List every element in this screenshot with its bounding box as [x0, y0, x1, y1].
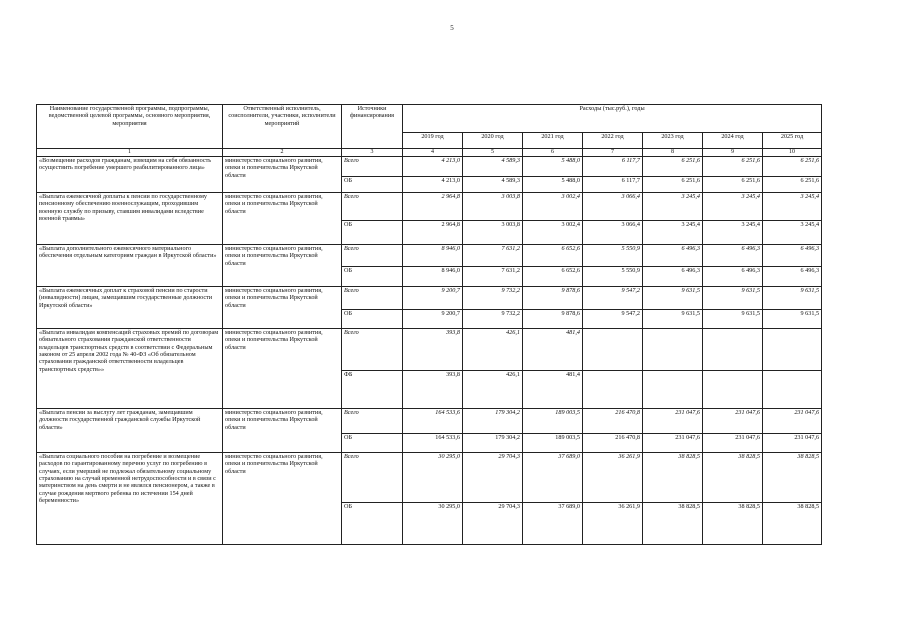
executor: министерство социального развития, опеки и попечительства Иркутской области [223, 329, 342, 409]
total-value: 30 295,0 [403, 453, 463, 503]
budget-value: 29 704,3 [463, 503, 523, 545]
total-value: 6 652,6 [523, 245, 583, 267]
column-number: 6 [523, 149, 583, 157]
total-value: 189 003,5 [523, 409, 583, 434]
total-value: 8 946,0 [403, 245, 463, 267]
header-expenses: Расходы (тыс.руб.), годы [403, 105, 822, 133]
funding-table [36, 104, 822, 545]
budget-value: 38 828,5 [703, 503, 763, 545]
total-value: 3 245,4 [703, 193, 763, 221]
column-number: 8 [643, 149, 703, 157]
total-value: 3 003,8 [463, 193, 523, 221]
total-value: 37 689,0 [523, 453, 583, 503]
total-value: 9 200,7 [403, 287, 463, 310]
budget-value: 9 631,5 [643, 310, 703, 329]
column-number: 7 [583, 149, 643, 157]
budget-value: 7 631,2 [463, 267, 523, 287]
table-row [37, 245, 822, 267]
budget-value: 481,4 [523, 371, 583, 409]
total-value: 9 631,5 [643, 287, 703, 310]
total-value: 6 496,3 [643, 245, 703, 267]
budget-value: 179 304,2 [463, 434, 523, 453]
total-value: 38 828,5 [643, 453, 703, 503]
source-budget-label: ФБ [342, 371, 403, 409]
table-row [37, 409, 822, 434]
budget-value: 37 689,0 [523, 503, 583, 545]
budget-value: 164 533,6 [403, 434, 463, 453]
budget-value: 5 550,9 [583, 267, 643, 287]
total-value: 5 550,9 [583, 245, 643, 267]
budget-value [583, 371, 643, 409]
total-value: 231 047,6 [703, 409, 763, 434]
total-value: 5 488,0 [523, 157, 583, 177]
total-value: 2 964,8 [403, 193, 463, 221]
header-source: Источники финансирования [342, 105, 403, 149]
budget-value [763, 371, 822, 409]
budget-value: 6 251,6 [763, 177, 822, 193]
header-year: 2024 год [703, 133, 763, 149]
column-number: 9 [703, 149, 763, 157]
budget-value: 9 547,2 [583, 310, 643, 329]
total-value: 7 631,2 [463, 245, 523, 267]
total-value: 9 732,2 [463, 287, 523, 310]
executor: министерство социального развития, опеки и попечительства Иркутской области [223, 245, 342, 287]
measure-name: «Выплата ежемесячной доплаты к пенсии по государственному пенсионному обеспечению военнослужащим, проходившим военную службу по призыву, ставшим инвалидами вследствие военной травмы» [37, 193, 223, 245]
measure-name: «Выплата социального пособия на погребение и возмещение расходов по гарантированному перечню услуг по погребению в случаях, если умерший не подлежал обязательному социальному страхованию на случай временной нетрудоспособности и в связи с материнством на день смерти и не являлся пенсионером, а также в случае рождения мертвого ребенка по истечении 154 дней беременности» [37, 453, 223, 545]
table-row [37, 453, 822, 503]
total-value: 426,1 [463, 329, 523, 371]
table-row [37, 157, 822, 177]
budget-value: 9 200,7 [403, 310, 463, 329]
budget-value: 4 589,3 [463, 177, 523, 193]
source-budget-label: ОБ [342, 310, 403, 329]
budget-value: 36 261,9 [583, 503, 643, 545]
header-name: Наименование государственной программы, подпрограммы, ведомственной целевой программы, основного мероприятия, мероприятия [37, 105, 223, 149]
column-number: 1 [37, 149, 223, 157]
header-year: 2019 год [403, 133, 463, 149]
budget-value: 6 496,3 [703, 267, 763, 287]
source-total-label: Всего [342, 193, 403, 221]
budget-value: 231 047,6 [703, 434, 763, 453]
source-budget-label: ОБ [342, 177, 403, 193]
budget-value: 8 946,0 [403, 267, 463, 287]
total-value: 3 245,4 [643, 193, 703, 221]
total-value: 4 213,0 [403, 157, 463, 177]
column-number: 4 [403, 149, 463, 157]
source-budget-label: ОБ [342, 434, 403, 453]
total-value: 36 261,9 [583, 453, 643, 503]
total-value: 9 631,5 [763, 287, 822, 310]
executor: министерство социального развития, опеки и попечительства Иркутской области [223, 193, 342, 245]
total-value: 9 547,2 [583, 287, 643, 310]
source-total-label: Всего [342, 453, 403, 503]
total-value [583, 329, 643, 371]
budget-value: 3 002,4 [523, 221, 583, 245]
budget-value: 3 245,4 [703, 221, 763, 245]
total-value: 6 496,3 [763, 245, 822, 267]
header-executor: Ответственный исполнитель, соисполнители, участники, исполнители мероприятий [223, 105, 342, 149]
budget-value: 231 047,6 [763, 434, 822, 453]
total-value: 231 047,6 [763, 409, 822, 434]
source-total-label: Всего [342, 287, 403, 310]
total-value: 164 533,6 [403, 409, 463, 434]
budget-value: 9 631,5 [703, 310, 763, 329]
page-number: 5 [450, 24, 454, 32]
table-row [37, 193, 822, 221]
budget-value: 9 732,2 [463, 310, 523, 329]
header-year: 2023 год [643, 133, 703, 149]
source-total-label: Всего [342, 157, 403, 177]
source-budget-label: ОБ [342, 221, 403, 245]
measure-name: «Выплата инвалидам компенсаций страховых премий по договорам обязательного страхования гражданской ответственности владельцев транспортных средств в соответствии с Федеральным законом от 25 апреля 2002 года № 40-ФЗ «Об обязательном страховании гражданской ответственности владельцев транспортных средств»» [37, 329, 223, 409]
total-value [763, 329, 822, 371]
executor: министерство социального развития, опеки и попечительства Иркутской области [223, 409, 342, 453]
total-value: 3 066,4 [583, 193, 643, 221]
budget-value: 30 295,0 [403, 503, 463, 545]
budget-value: 6 251,6 [643, 177, 703, 193]
total-value: 38 828,5 [763, 453, 822, 503]
budget-value: 3 245,4 [763, 221, 822, 245]
budget-value: 4 213,0 [403, 177, 463, 193]
column-number: 5 [463, 149, 523, 157]
budget-value: 6 652,6 [523, 267, 583, 287]
column-number: 2 [223, 149, 342, 157]
budget-value: 3 245,4 [643, 221, 703, 245]
total-value: 216 470,8 [583, 409, 643, 434]
budget-value: 189 003,5 [523, 434, 583, 453]
budget-value: 3 066,4 [583, 221, 643, 245]
budget-value: 3 003,8 [463, 221, 523, 245]
source-budget-label: ОБ [342, 503, 403, 545]
budget-value: 38 828,5 [643, 503, 703, 545]
total-value [703, 329, 763, 371]
budget-value [643, 371, 703, 409]
executor: министерство социального развития, опеки и попечительства Иркутской области [223, 287, 342, 329]
budget-value [703, 371, 763, 409]
total-value: 29 704,3 [463, 453, 523, 503]
header-year: 2021 год [523, 133, 583, 149]
measure-name: «Выплата дополнительного ежемесячного материального обеспечения отдельным категориям граждан в Иркутской области» [37, 245, 223, 287]
budget-value: 6 496,3 [763, 267, 822, 287]
column-number: 10 [763, 149, 822, 157]
budget-value: 6 496,3 [643, 267, 703, 287]
budget-value: 9 878,6 [523, 310, 583, 329]
total-value: 3 245,4 [763, 193, 822, 221]
column-number: 3 [342, 149, 403, 157]
total-value: 4 589,3 [463, 157, 523, 177]
table-row [37, 329, 822, 371]
total-value: 6 117,7 [583, 157, 643, 177]
executor: министерство социального развития, опеки и попечительства Иркутской области [223, 453, 342, 545]
total-value: 481,4 [523, 329, 583, 371]
total-value: 179 304,2 [463, 409, 523, 434]
source-total-label: Всего [342, 409, 403, 434]
total-value [643, 329, 703, 371]
measure-name: «Выплата пенсии за выслугу лет гражданам, замещавшим должности государственной гражданской службы Иркутской области» [37, 409, 223, 453]
total-value: 6 251,6 [763, 157, 822, 177]
source-budget-label: ОБ [342, 267, 403, 287]
measure-name: «Выплата ежемесячных доплат к страховой пенсии по старости (инвалидности) лицам, замещавшим государственные должности Иркутской области» [37, 287, 223, 329]
source-total-label: Всего [342, 245, 403, 267]
header-year: 2025 год [763, 133, 822, 149]
total-value: 9 631,5 [703, 287, 763, 310]
budget-value: 426,1 [463, 371, 523, 409]
budget-value: 2 964,8 [403, 221, 463, 245]
budget-value: 6 117,7 [583, 177, 643, 193]
table-row [37, 287, 822, 310]
budget-value: 38 828,5 [763, 503, 822, 545]
budget-value: 9 631,5 [763, 310, 822, 329]
total-value: 6 251,6 [703, 157, 763, 177]
executor: министерство социального развития, опеки и попечительства Иркутской области [223, 157, 342, 193]
budget-value: 5 488,0 [523, 177, 583, 193]
total-value: 38 828,5 [703, 453, 763, 503]
measure-name: «Возмещение расходов гражданам, извещим на себя обязанность осуществить погребение умершего реабилитированного лица» [37, 157, 223, 193]
total-value: 6 251,6 [643, 157, 703, 177]
budget-value: 6 251,6 [703, 177, 763, 193]
total-value: 231 047,6 [643, 409, 703, 434]
budget-value: 393,8 [403, 371, 463, 409]
header-year: 2020 год [463, 133, 523, 149]
total-value: 9 878,6 [523, 287, 583, 310]
total-value: 393,8 [403, 329, 463, 371]
budget-value: 216 470,8 [583, 434, 643, 453]
source-total-label: Всего [342, 329, 403, 371]
total-value: 6 496,3 [703, 245, 763, 267]
total-value: 3 002,4 [523, 193, 583, 221]
budget-value: 231 047,6 [643, 434, 703, 453]
header-year: 2022 год [583, 133, 643, 149]
